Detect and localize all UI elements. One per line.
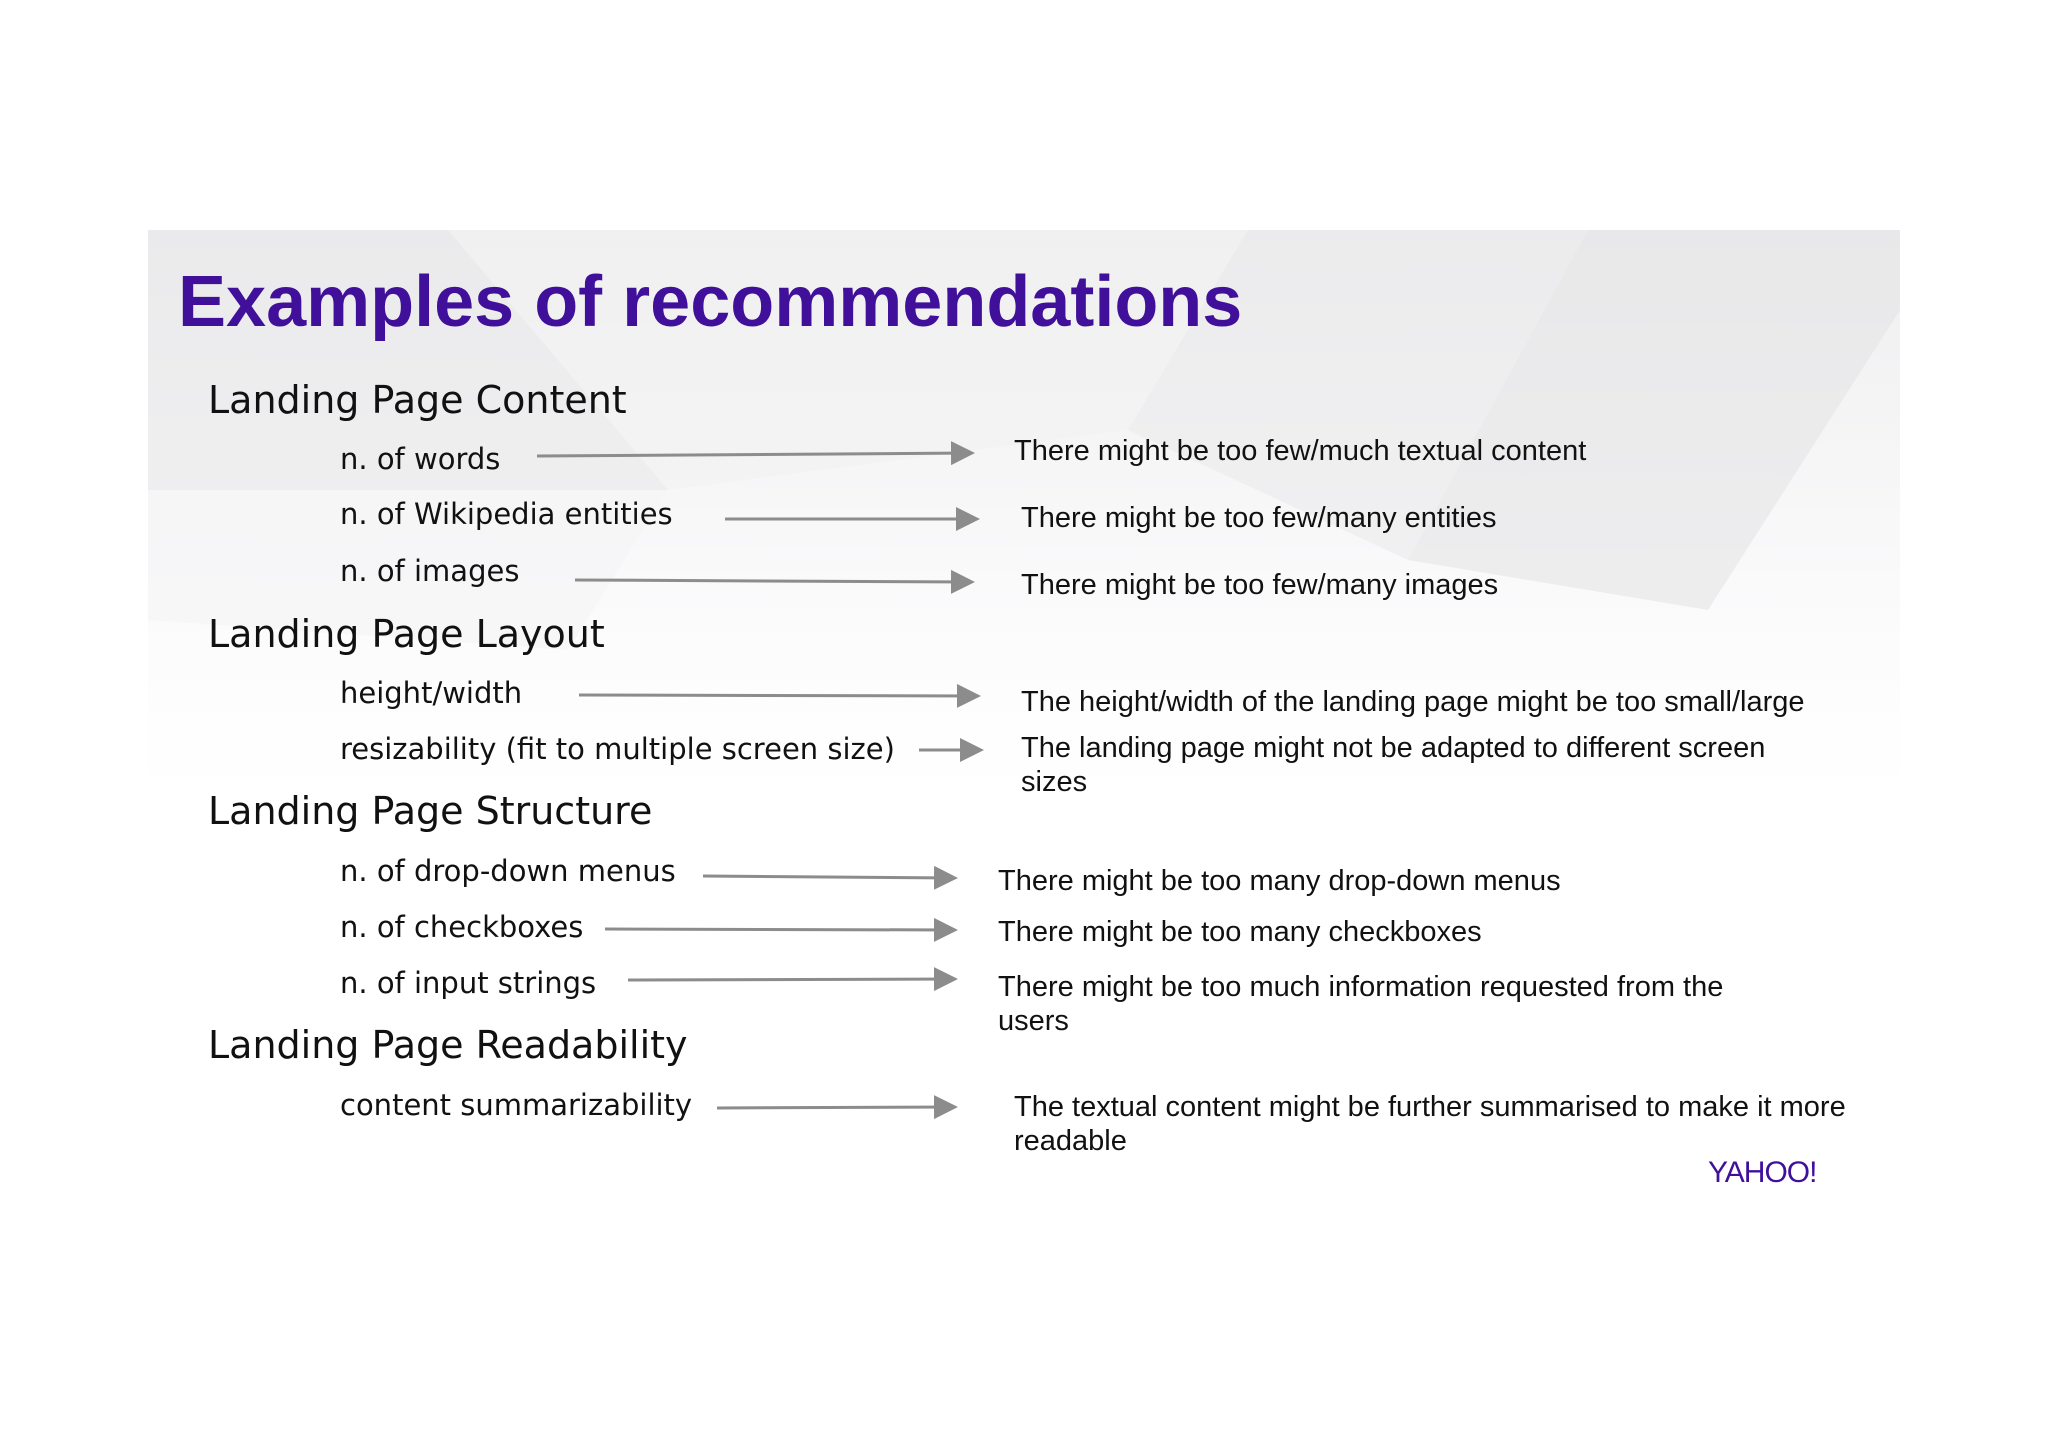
metric-images: n. of images: [340, 554, 520, 588]
recommendation-words: There might be too few/much textual content: [1014, 435, 1587, 467]
recommendation-images: There might be too few/many images: [1021, 569, 1499, 601]
arrow-checkboxes: [605, 929, 955, 930]
section-heading-content: Landing Page Content: [208, 378, 627, 422]
arrow-images: [575, 580, 972, 582]
metric-checkboxes: n. of checkboxes: [340, 910, 584, 944]
arrow-height-width: [579, 695, 978, 696]
recommendation-drop-down-menus: There might be too many drop-down menus: [998, 865, 1561, 897]
recommendation-input-strings: There might be too much information requested from the users: [998, 971, 1724, 1037]
recommendation-height-width: The height/width of the landing page might be too small/large: [1021, 686, 1805, 718]
arrow-words: [537, 453, 972, 456]
metric-height-width: height/width: [340, 676, 523, 710]
metric-wikipedia-entities: n. of Wikipedia entities: [340, 497, 673, 531]
metric-words: n. of words: [340, 442, 501, 476]
arrow-input-strings: [628, 979, 955, 980]
section-heading-readability: Landing Page Readability: [208, 1023, 688, 1067]
recommendation-checkboxes: There might be too many checkboxes: [998, 916, 1482, 948]
recommendation-summarizability: The textual content might be further summarised to make it more readable: [1014, 1091, 1846, 1157]
arrow-summarizability: [717, 1107, 955, 1108]
metric-drop-down-menus: n. of drop-down menus: [340, 854, 676, 888]
section-heading-layout: Landing Page Layout: [208, 612, 605, 656]
metric-input-strings: n. of input strings: [340, 966, 597, 1000]
yahoo-logo: YAHOO!: [1708, 1156, 1817, 1189]
metric-resizability: resizability (fit to multiple screen size): [340, 732, 895, 766]
metric-content-summarizability: content summarizability: [340, 1088, 693, 1122]
arrow-drop-down-menus: [703, 876, 955, 878]
slide-title: Examples of recommendations: [178, 262, 1243, 342]
recommendation-resizability: The landing page might not be adapted to different screen sizes: [1021, 732, 1766, 798]
section-heading-structure: Landing Page Structure: [208, 789, 653, 833]
recommendation-entities: There might be too few/many entities: [1021, 502, 1497, 534]
